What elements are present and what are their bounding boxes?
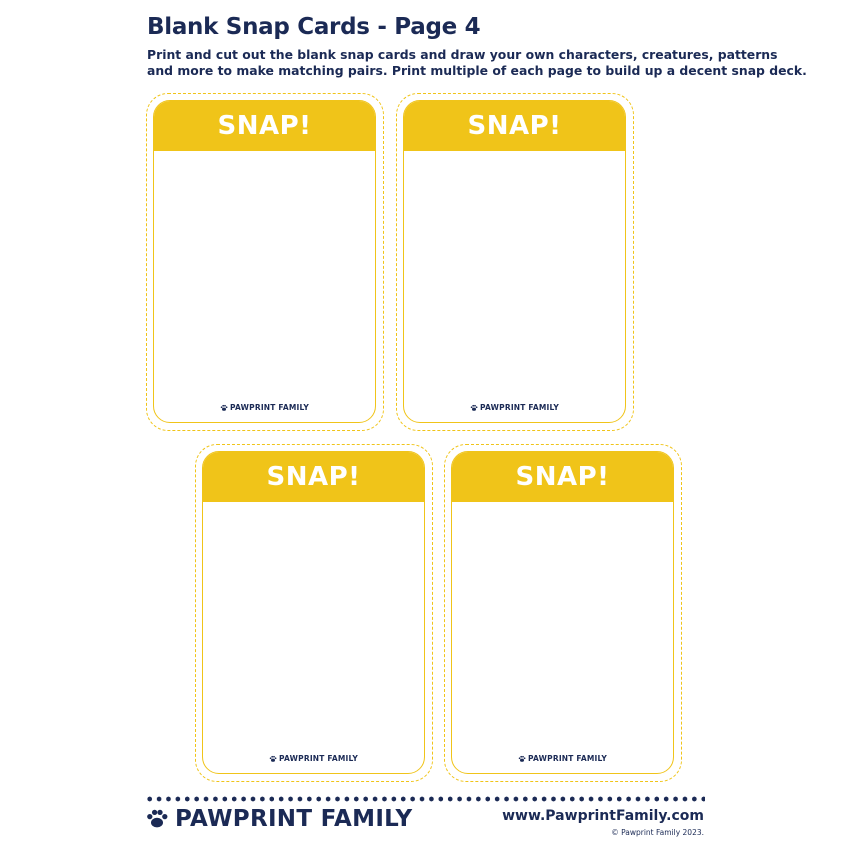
page-title: Blank Snap Cards - Page 4 xyxy=(147,14,481,40)
card-logo-text: PAWPRINT FAMILY xyxy=(279,754,358,763)
intro-line-2: and more to make matching pairs. Print multiple of each page to build up a decent snap deck. xyxy=(147,63,807,78)
card-logo xyxy=(154,403,375,412)
footer-logo xyxy=(145,806,413,832)
snap-card-4 xyxy=(451,451,674,774)
card-header xyxy=(404,101,625,151)
paw-icon xyxy=(518,755,526,763)
card-header-label: SNAP! xyxy=(266,462,361,492)
snap-card-3 xyxy=(202,451,425,774)
dotted-divider xyxy=(145,796,705,802)
card-header xyxy=(203,452,424,502)
card-logo-text: PAWPRINT FAMILY xyxy=(528,754,607,763)
card-header xyxy=(154,101,375,151)
card-logo xyxy=(404,403,625,412)
paw-icon xyxy=(269,755,277,763)
card-header-label: SNAP! xyxy=(467,111,562,141)
paw-icon xyxy=(220,404,228,412)
intro-line-1: Print and cut out the blank snap cards and draw your own characters, creatures, patterns xyxy=(147,47,778,62)
card-logo xyxy=(452,754,673,763)
card-header xyxy=(452,452,673,502)
card-logo xyxy=(203,754,424,763)
card-logo-text: PAWPRINT FAMILY xyxy=(480,403,559,412)
snap-card-1 xyxy=(153,100,376,423)
snap-card-2 xyxy=(403,100,626,423)
card-header-label: SNAP! xyxy=(515,462,610,492)
footer-brand: PAWPRINT FAMILY xyxy=(175,806,413,832)
card-header-label: SNAP! xyxy=(217,111,312,141)
snap-card-3-cut-line xyxy=(195,444,433,782)
snap-card-2-cut-line xyxy=(396,93,634,431)
snap-card-1-cut-line xyxy=(146,93,384,431)
snap-card-4-cut-line xyxy=(444,444,682,782)
card-logo-text: PAWPRINT FAMILY xyxy=(230,403,309,412)
website-link[interactable]: www.PawprintFamily.com xyxy=(502,808,704,824)
paw-icon xyxy=(470,404,478,412)
intro-text xyxy=(147,47,807,79)
copyright-notice: © Pawprint Family 2023. xyxy=(611,828,704,837)
paw-icon xyxy=(145,807,169,831)
